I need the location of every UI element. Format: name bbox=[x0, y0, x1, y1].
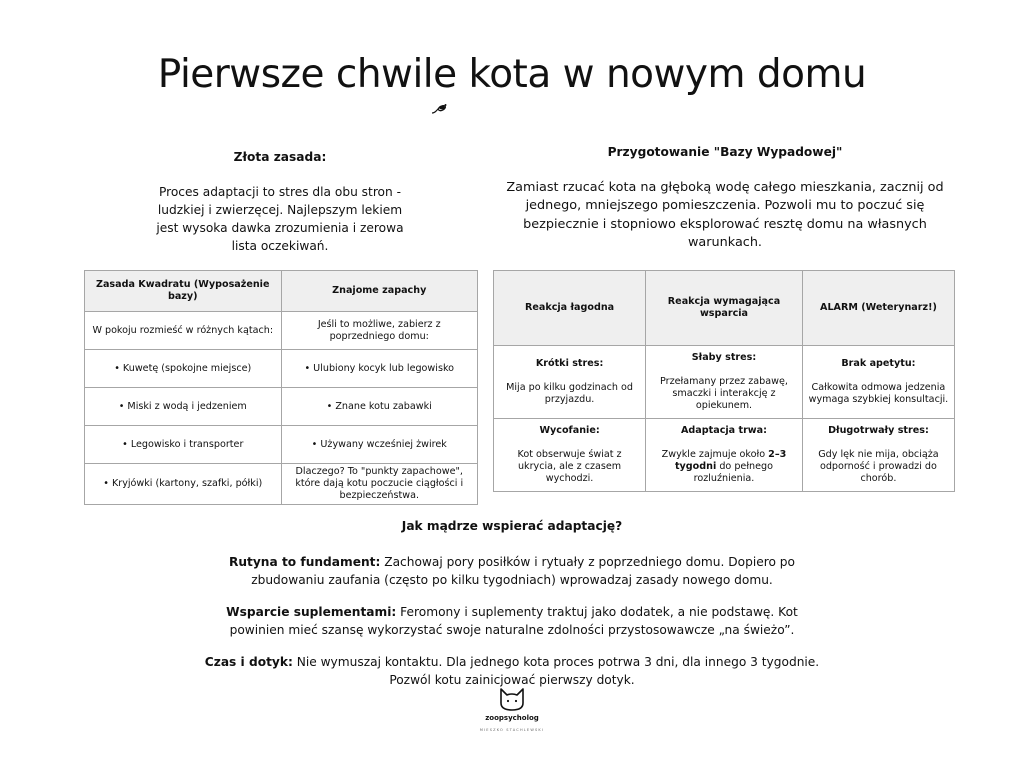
cell-text bbox=[662, 449, 787, 484]
paragraph-lead: Czas i dotyk: bbox=[204, 654, 293, 669]
adaptation-heading: Jak mądrze wspierać adaptację? bbox=[401, 519, 623, 533]
cell-title: Krótki stres: bbox=[535, 358, 604, 369]
brand-name: zoopsycholog bbox=[485, 714, 539, 722]
base-heading: Przygotowanie "Bazy Wypadowej" bbox=[607, 145, 843, 159]
equipment-table bbox=[84, 270, 478, 505]
cell-title: Brak apetytu: bbox=[841, 358, 916, 369]
table-cell bbox=[494, 346, 646, 419]
adaptation-paragraph bbox=[200, 603, 824, 640]
table-header-cell: Reakcja wymagająca wsparcia bbox=[646, 271, 803, 346]
table-cell bbox=[646, 419, 803, 492]
table-header-cell: Zasada Kwadratu (Wyposażenie bazy) bbox=[85, 271, 282, 312]
cell-text: Przełamany przez zabawę, smaczki i interakcję z opiekunem. bbox=[660, 376, 788, 411]
table-cell: • Kryjówki (kartony, szafki, półki) bbox=[85, 464, 282, 505]
cell-text: Kot obserwuje świat z ukrycia, ale z czasem wychodzi. bbox=[517, 449, 622, 484]
brand-logo bbox=[432, 686, 592, 732]
golden-rule-text: Proces adaptacji to stres dla obu stron - ludzkiej i zwierzęcej. Najlepszym lekiem jest wysoka dawka zrozumienia i zerowa lista oczekiwań. bbox=[156, 185, 404, 253]
table-cell: Jeśli to możliwe, zabierz z poprzedniego domu: bbox=[281, 312, 478, 350]
table-cell: • Używany wcześniej żwirek bbox=[281, 426, 478, 464]
mouse-doodle-icon bbox=[430, 101, 448, 115]
cell-text: Całkowita odmowa jedzenia wymaga szybkiej konsultacji. bbox=[808, 382, 949, 405]
table-row bbox=[85, 350, 478, 388]
table-cell: W pokoju rozmieść w różnych kątach: bbox=[85, 312, 282, 350]
table-cell bbox=[494, 419, 646, 492]
page-title: Pierwsze chwile kota w nowym domu bbox=[157, 52, 867, 97]
table-cell: • Znane kotu zabawki bbox=[281, 388, 478, 426]
cell-text: Mija po kilku godzinach od przyjazdu. bbox=[506, 382, 634, 405]
adaptation-paragraph bbox=[200, 553, 824, 590]
table-header-row bbox=[494, 271, 955, 346]
base-section bbox=[505, 143, 945, 253]
table-cell: • Miski z wodą i jedzeniem bbox=[85, 388, 282, 426]
cell-text-part: do pełnego rozluźnienia. bbox=[693, 461, 773, 484]
adaptation-section bbox=[200, 517, 824, 703]
cell-title: Wycofanie: bbox=[539, 425, 600, 436]
table-cell bbox=[646, 346, 803, 419]
table-row bbox=[85, 388, 478, 426]
reactions-table bbox=[493, 270, 955, 492]
table-cell: • Kuwetę (spokojne miejsce) bbox=[85, 350, 282, 388]
cat-head-icon bbox=[497, 686, 527, 712]
table-cell: • Legowisko i transporter bbox=[85, 426, 282, 464]
table-header-cell: ALARM (Weterynarz!) bbox=[802, 271, 954, 346]
table-row bbox=[85, 464, 478, 505]
table-row bbox=[85, 312, 478, 350]
paragraph-lead: Rutyna to fundament: bbox=[228, 554, 381, 569]
cell-title: Słaby stres: bbox=[691, 352, 757, 363]
table-cell bbox=[802, 419, 954, 492]
cell-title: Adaptacja trwa: bbox=[681, 425, 767, 436]
cell-text-emphasis: 2–3 tygodni bbox=[674, 449, 787, 472]
table-header-cell: Znajome zapachy bbox=[281, 271, 478, 312]
cell-title: Długotrwały stres: bbox=[828, 425, 929, 436]
cell-text-part: Zwykle zajmuje około bbox=[661, 449, 769, 460]
golden-rule-heading: Złota zasada: bbox=[233, 150, 327, 164]
table-header-cell: Reakcja łagodna bbox=[494, 271, 646, 346]
table-header-row bbox=[85, 271, 478, 312]
table-cell: • Ulubiony kocyk lub legowisko bbox=[281, 350, 478, 388]
base-text: Zamiast rzucać kota na głęboką wodę całego mieszkania, zacznij od jednego, mniejszego pomieszczenia. Pozwoli mu to poczuć się bezpiecznie i stopniowo eksplorować resztę domu na własnych warunkach. bbox=[506, 179, 944, 250]
table-row bbox=[85, 426, 478, 464]
paragraph-text: Feromony i suplementy traktuj jako dodatek, a nie podstawę. Kot powinien mieć szansę wykorzystać swoje naturalne zdolności przystosowawcze „na świeżo”. bbox=[229, 604, 798, 637]
paragraph-lead: Wsparcie suplementami: bbox=[226, 604, 397, 619]
brand-tagline: MIESZKO STACHLEWSKI bbox=[479, 728, 545, 732]
table-cell: Dlaczego? To "punkty zapachowe", które dają kotu poczucie ciągłości i bezpieczeństwa. bbox=[281, 464, 478, 505]
adaptation-paragraph bbox=[200, 653, 824, 690]
golden-rule-section bbox=[150, 148, 410, 255]
paragraph-text: Zachowaj pory posiłków i rytuały z poprzedniego domu. Dopiero po zbudowaniu zaufania (często po kilku tygodniach) wprowadzaj zasady nowego domu. bbox=[251, 554, 796, 587]
table-row bbox=[494, 346, 955, 419]
table-cell bbox=[802, 346, 954, 419]
paragraph-text: Nie wymuszaj kontaktu. Dla jednego kota proces potrwa 3 dni, dla innego 3 tygodnie. Pozwól kotu zainicjować pierwszy dotyk. bbox=[292, 654, 820, 687]
table-row bbox=[494, 419, 955, 492]
cell-text: Gdy lęk nie mija, obciąża odporność i prowadzi do chorób. bbox=[818, 449, 939, 484]
